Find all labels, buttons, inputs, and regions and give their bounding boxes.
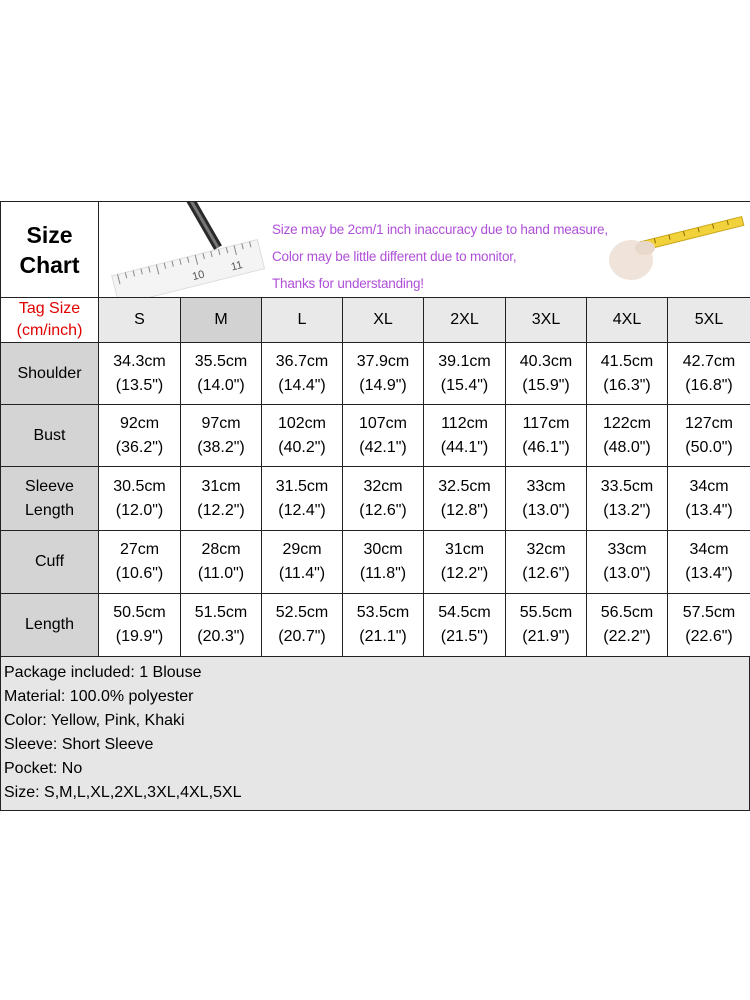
row-cuff <box>1 531 750 594</box>
info-sleeve: Sleeve: Short Sleeve <box>4 736 154 753</box>
row-sleeve-length <box>1 467 750 531</box>
cell-cuff-l <box>262 531 343 594</box>
value-inch: (13.4") <box>685 565 733 582</box>
size-chart-title <box>1 202 99 298</box>
row-label-line-1: Shoulder <box>17 364 82 382</box>
value-cm: 56.5cm <box>600 604 654 621</box>
cell-cuff-5xl <box>668 531 750 594</box>
value-inch: (13.2") <box>603 501 651 519</box>
size-header-3xl: 3XL <box>506 298 587 343</box>
cell-shoulder-l <box>262 343 343 405</box>
row-label-cuff <box>1 531 99 594</box>
cell-sleeve-length-2xl <box>424 467 506 531</box>
size-header-xl: XL <box>343 298 424 343</box>
info-color: Color: Yellow, Pink, Khaki <box>4 712 185 729</box>
value-cm: 39.1cm <box>438 352 491 370</box>
value-cm: 32.5cm <box>438 477 491 495</box>
cell-shoulder-4xl <box>587 343 668 405</box>
pencil-ruler-icon <box>105 202 265 297</box>
tag-size-label <box>1 298 99 343</box>
value-inch: (21.5") <box>440 628 489 645</box>
header-row <box>1 202 750 298</box>
value-cm: 40.3cm <box>519 352 573 370</box>
value-inch: (50.0") <box>685 438 733 456</box>
cell-sleeve-length-m <box>181 467 262 531</box>
row-label-line-1: Bust <box>33 426 66 444</box>
value-cm: 42.7cm <box>682 352 736 370</box>
row-bust <box>1 405 750 467</box>
value-inch: (21.1") <box>359 628 407 645</box>
value-inch: (16.3") <box>603 376 651 394</box>
cell-shoulder-xl <box>343 343 424 405</box>
value-inch: (12.4") <box>278 501 326 519</box>
value-inch: (38.2") <box>197 438 245 456</box>
info-package: Package included: 1 Blouse <box>4 664 202 681</box>
value-cm: 117cm <box>522 414 570 432</box>
cell-shoulder-5xl <box>668 343 750 405</box>
banner-notes <box>272 216 608 297</box>
size-table <box>0 201 750 657</box>
cell-shoulder-3xl <box>506 343 587 405</box>
row-label-line-1: Length <box>25 616 74 633</box>
title-line-1: Size <box>26 221 73 248</box>
cell-shoulder-2xl <box>424 343 506 405</box>
measurement-rows <box>1 343 750 657</box>
value-cm: 31.5cm <box>275 477 329 495</box>
cell-shoulder-m <box>181 343 262 405</box>
value-cm: 107cm <box>358 414 408 432</box>
size-header-s: S <box>99 298 181 343</box>
tape-measure-hand-icon <box>601 212 746 292</box>
value-cm: 27cm <box>119 541 160 558</box>
cell-sleeve-length-xl <box>343 467 424 531</box>
size-header-5xl: 5XL <box>668 298 750 343</box>
value-cm: 97cm <box>201 414 241 432</box>
note-color-monitor: Color may be little different due to monitor, <box>272 249 517 264</box>
value-cm: 35.5cm <box>194 352 248 370</box>
cell-length-5xl <box>668 594 750 657</box>
value-inch: (11.0") <box>197 565 245 582</box>
value-inch: (22.2") <box>603 628 651 645</box>
value-cm: 31cm <box>444 541 485 558</box>
row-label-shoulder <box>1 343 99 405</box>
cell-sleeve-length-s <box>99 467 181 531</box>
title-line-2: Chart <box>19 251 80 278</box>
value-cm: 29cm <box>282 541 322 558</box>
row-label-length <box>1 594 99 657</box>
value-inch: (20.3") <box>197 628 245 645</box>
cell-bust-xl <box>343 405 424 467</box>
value-cm: 31cm <box>201 477 241 495</box>
value-inch: (12.2") <box>197 501 245 519</box>
value-cm: 53.5cm <box>356 604 410 621</box>
tag-size-line-2: (cm/inch) <box>16 322 83 339</box>
cell-cuff-3xl <box>506 531 587 594</box>
value-inch: (12.6") <box>522 565 570 582</box>
value-inch: (12.6") <box>359 501 407 519</box>
value-cm: 54.5cm <box>438 604 491 621</box>
row-label-line-1: Cuff <box>34 553 65 570</box>
value-cm: 122cm <box>602 414 652 432</box>
value-inch: (14.4") <box>278 376 326 394</box>
cell-shoulder-s <box>99 343 181 405</box>
cell-length-xl <box>343 594 424 657</box>
value-inch: (11.4") <box>278 565 326 582</box>
size-header-m: M <box>181 298 262 343</box>
value-inch: (13.5") <box>115 376 164 394</box>
size-header-4xl: 4XL <box>587 298 668 343</box>
value-cm: 33cm <box>607 541 647 558</box>
value-inch: (11.8") <box>359 565 407 582</box>
cell-length-s <box>99 594 181 657</box>
cell-cuff-4xl <box>587 531 668 594</box>
info-material: Material: 100.0% polyester <box>4 688 194 705</box>
ruler-number-11: 11 <box>229 259 244 274</box>
size-header-row <box>1 298 750 343</box>
cell-bust-l <box>262 405 343 467</box>
value-inch: (10.6") <box>115 565 164 582</box>
cell-bust-2xl <box>424 405 506 467</box>
value-inch: (12.2") <box>440 565 489 582</box>
value-cm: 33.5cm <box>600 477 654 495</box>
value-inch: (22.6") <box>685 628 733 645</box>
cell-cuff-xl <box>343 531 424 594</box>
value-cm: 30.5cm <box>113 477 166 495</box>
cell-length-3xl <box>506 594 587 657</box>
value-inch: (14.9") <box>359 376 407 394</box>
size-header-2xl: 2XL <box>424 298 506 343</box>
cell-cuff-2xl <box>424 531 506 594</box>
value-inch: (36.2") <box>115 438 164 456</box>
value-cm: 92cm <box>119 414 160 432</box>
row-label-sleeve-length <box>1 467 99 531</box>
cell-sleeve-length-5xl <box>668 467 750 531</box>
cell-length-m <box>181 594 262 657</box>
cell-bust-s <box>99 405 181 467</box>
cell-cuff-s <box>99 531 181 594</box>
value-inch: (13.0") <box>603 565 651 582</box>
value-inch: (14.0") <box>197 376 245 394</box>
value-cm: 37.9cm <box>356 352 410 370</box>
value-cm: 50.5cm <box>113 604 166 621</box>
value-inch: (13.4") <box>685 501 733 519</box>
value-cm: 36.7cm <box>275 352 329 370</box>
size-header-l: L <box>262 298 343 343</box>
info-sizes: Size: S,M,L,XL,2XL,3XL,4XL,5XL <box>4 784 242 801</box>
size-chart <box>0 201 750 811</box>
value-cm: 51.5cm <box>194 604 248 621</box>
value-cm: 55.5cm <box>519 604 573 621</box>
cell-bust-4xl <box>587 405 668 467</box>
value-cm: 127cm <box>684 414 734 432</box>
value-inch: (12.8") <box>440 501 489 519</box>
cell-length-l <box>262 594 343 657</box>
value-inch: (13.0") <box>522 501 570 519</box>
row-label-line-2: Length <box>25 501 74 519</box>
info-pocket: Pocket: No <box>4 760 83 777</box>
value-cm: 32cm <box>363 477 403 495</box>
value-cm: 33cm <box>526 477 566 495</box>
value-inch: (42.1") <box>359 438 407 456</box>
row-label-bust <box>1 405 99 467</box>
cell-length-2xl <box>424 594 506 657</box>
value-cm: 102cm <box>277 414 327 432</box>
cell-cuff-m <box>181 531 262 594</box>
value-inch: (44.1") <box>440 438 489 456</box>
row-shoulder <box>1 343 750 405</box>
row-length <box>1 594 750 657</box>
value-cm: 52.5cm <box>275 604 329 621</box>
cell-length-4xl <box>587 594 668 657</box>
value-cm: 41.5cm <box>600 352 654 370</box>
value-cm: 32cm <box>526 541 566 558</box>
value-inch: (21.9") <box>522 628 570 645</box>
product-info <box>0 657 750 811</box>
value-cm: 34cm <box>689 541 729 558</box>
value-inch: (48.0") <box>603 438 651 456</box>
value-cm: 34.3cm <box>113 352 166 370</box>
cell-sleeve-length-3xl <box>506 467 587 531</box>
note-thanks: Thanks for understanding! <box>272 276 424 291</box>
value-inch: (46.1") <box>522 438 570 456</box>
value-inch: (16.8") <box>685 376 733 394</box>
value-inch: (15.4") <box>440 376 489 394</box>
note-hand-measure: Size may be 2cm/1 inch inaccuracy due to hand measure, <box>272 222 608 237</box>
cell-bust-m <box>181 405 262 467</box>
tag-size-line-1: Tag Size <box>18 300 81 317</box>
value-cm: 57.5cm <box>682 604 736 621</box>
row-label-line-1: Sleeve <box>25 477 74 495</box>
cell-bust-5xl <box>668 405 750 467</box>
value-inch: (20.7") <box>278 628 326 645</box>
cell-sleeve-length-l <box>262 467 343 531</box>
value-cm: 34cm <box>689 477 729 495</box>
ruler-number-10: 10 <box>191 268 206 284</box>
measurement-banner <box>99 202 750 298</box>
value-inch: (12.0") <box>115 501 164 519</box>
value-cm: 30cm <box>363 541 403 558</box>
cell-bust-3xl <box>506 405 587 467</box>
value-cm: 28cm <box>201 541 241 558</box>
cell-sleeve-length-4xl <box>587 467 668 531</box>
value-inch: (15.9") <box>522 376 570 394</box>
value-inch: (40.2") <box>278 438 326 456</box>
value-cm: 112cm <box>441 414 488 432</box>
value-inch: (19.9") <box>115 628 164 645</box>
